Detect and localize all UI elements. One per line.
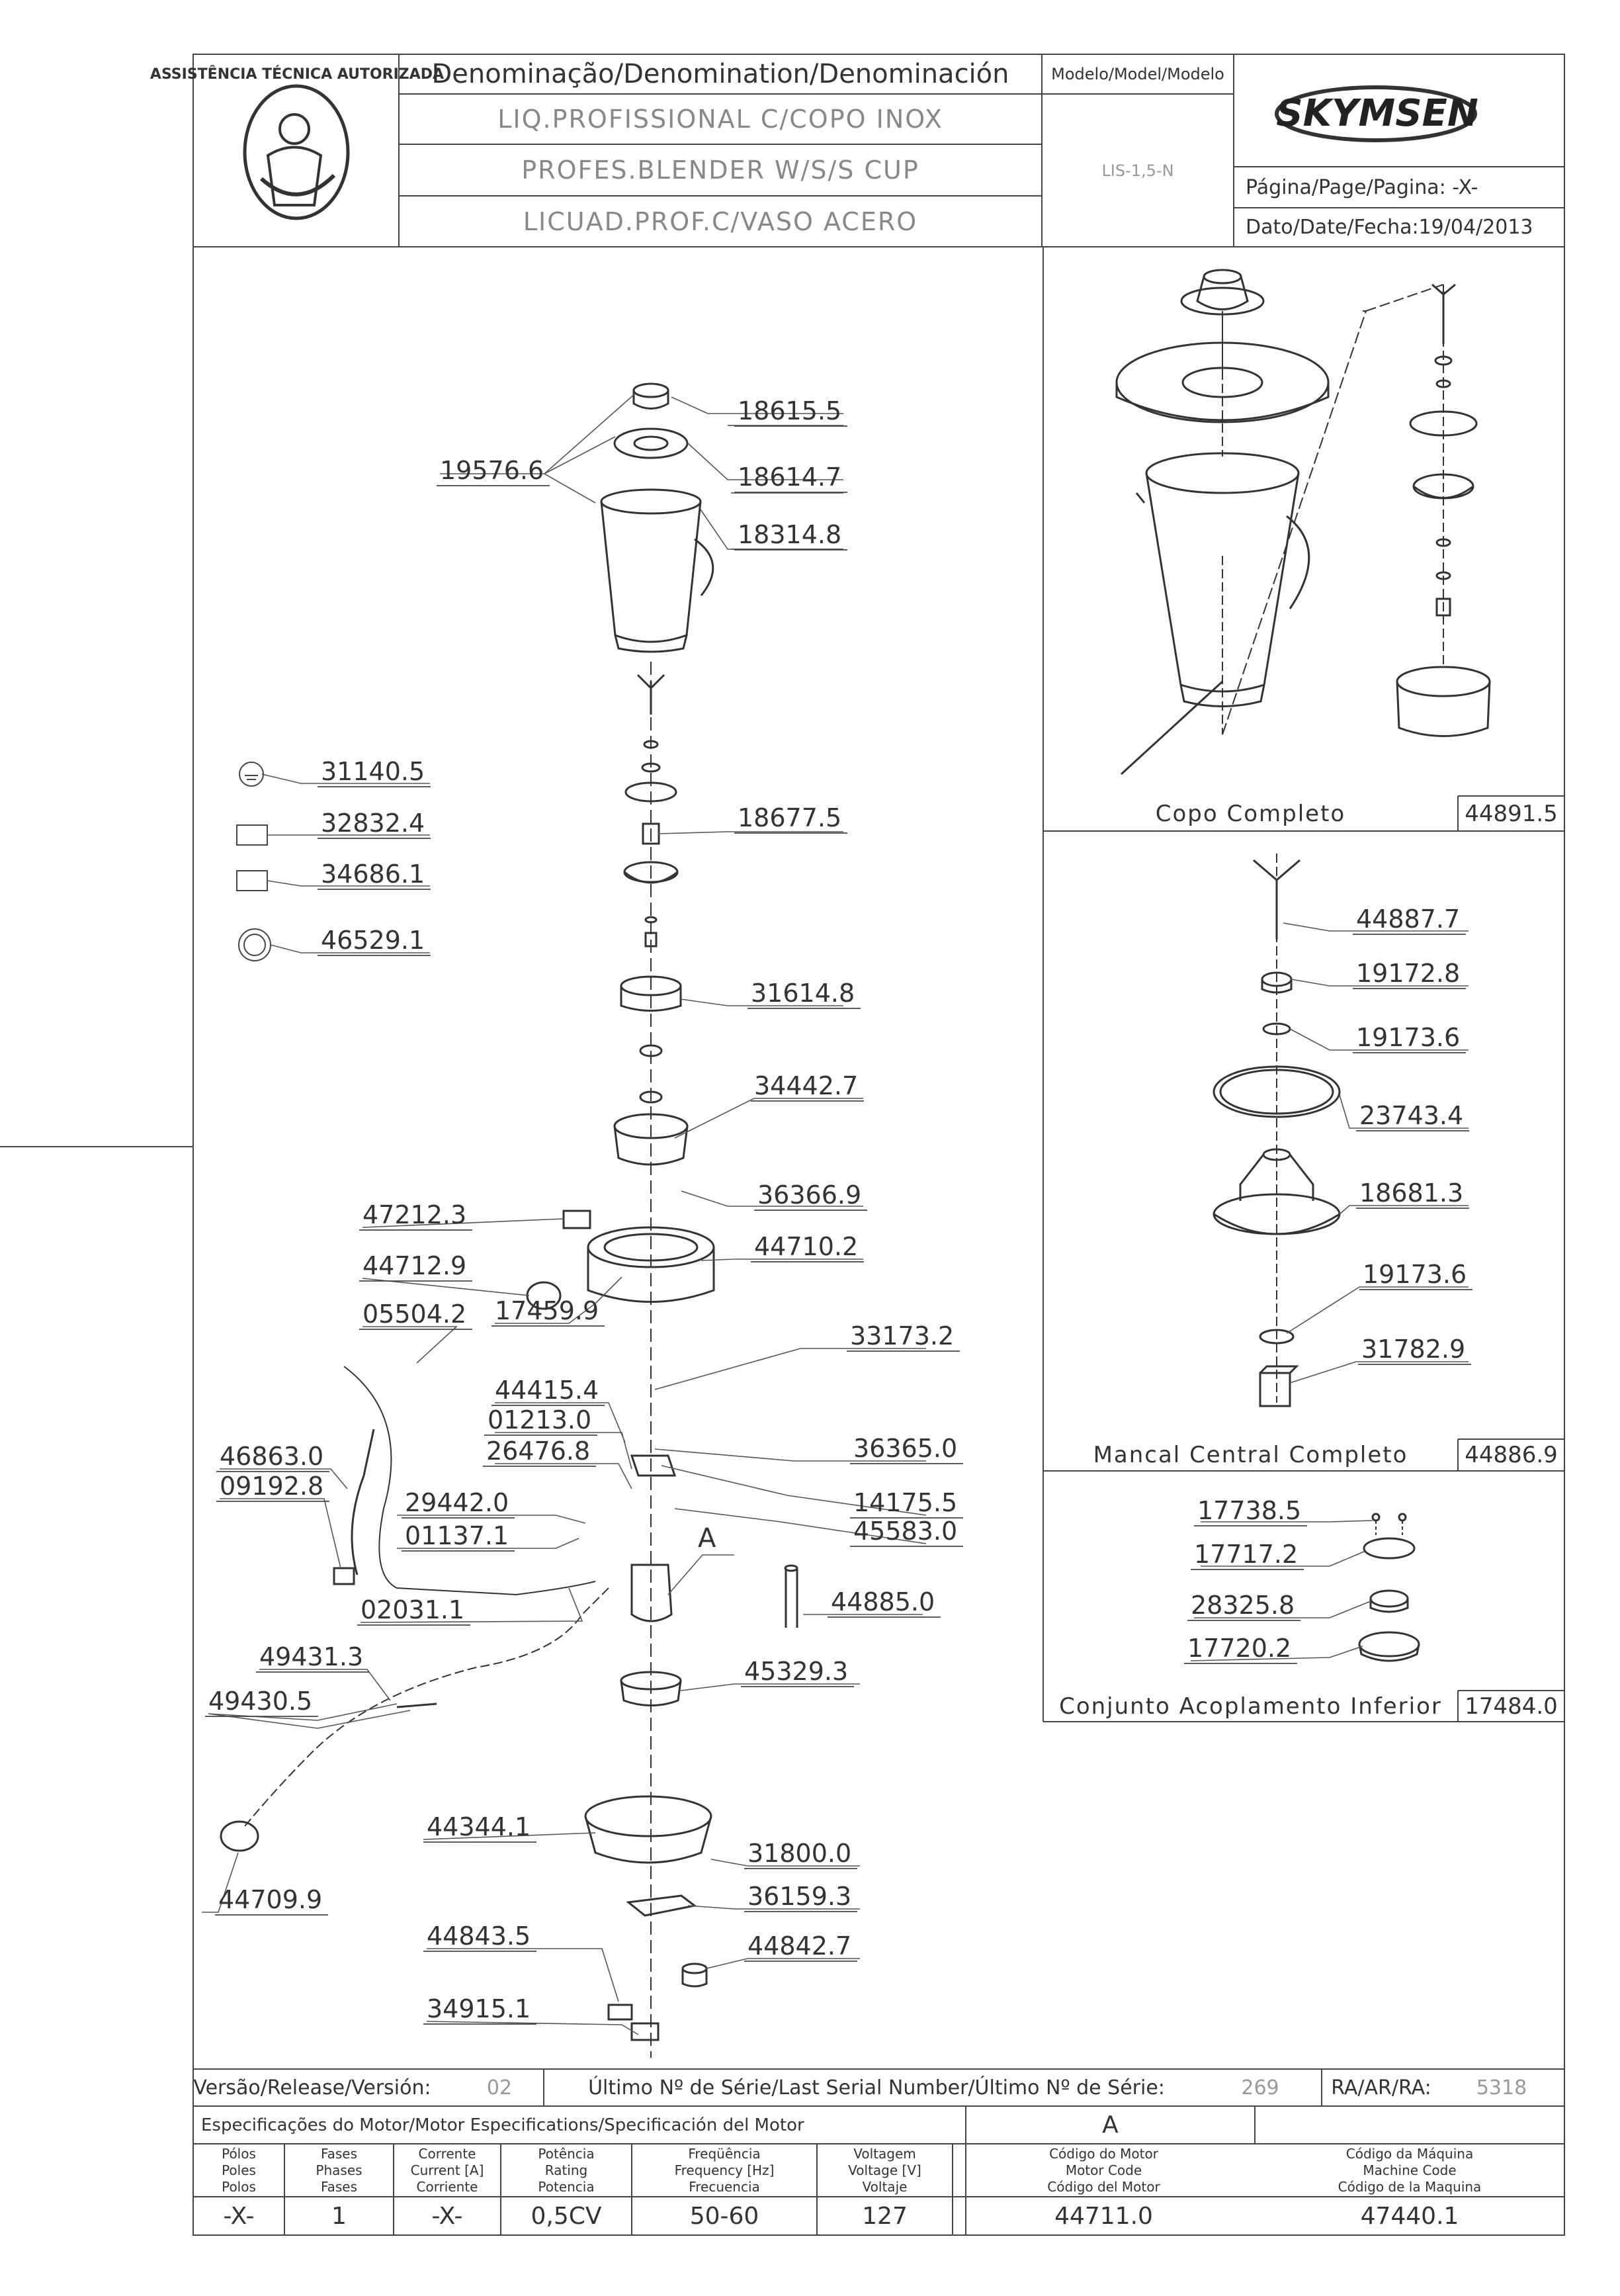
part-label-44344.1: 44344.1 (427, 1812, 531, 1841)
motor-col-header-line: Rating (544, 2162, 588, 2178)
part-label-44710.2: 44710.2 (754, 1232, 859, 1261)
bearing-panel-title: Mancal Central Completo (1093, 1442, 1408, 1468)
symbol-label-32832.4: 32832.4 (321, 809, 425, 838)
part-label-31800.0: 31800.0 (747, 1839, 852, 1868)
motor-col-header-line: Phases (316, 2162, 362, 2178)
model-label: Modelo/Model/Modelo (1051, 65, 1224, 83)
coupling-panel-title: Conjunto Acoplamento Inferior (1059, 1693, 1442, 1720)
part-label-02031.1: 02031.1 (361, 1595, 465, 1624)
ra-value: 5318 (1476, 2076, 1527, 2099)
assistance-seal (245, 86, 348, 218)
motor-col-header (953, 2144, 1255, 2197)
motor-col-header-line: Freqüência (688, 2145, 761, 2162)
coupling-part-17738.5: 17738.5 (1197, 1496, 1302, 1525)
motor-col-header (284, 2144, 394, 2197)
part-label-47212.3: 47212.3 (362, 1200, 467, 1229)
bearing-leader-lines (1283, 923, 1469, 1383)
part-label-31614.8: 31614.8 (751, 979, 855, 1008)
product-name-en: PROFES.BLENDER W/S/S CUP (521, 155, 919, 185)
motor-col-header (501, 2144, 632, 2197)
part-label-36159.3: 36159.3 (747, 1882, 852, 1911)
part-label-18615.5: 18615.5 (738, 396, 842, 425)
bearing-part-31782.9: 31782.9 (1361, 1335, 1466, 1364)
motor-col-header-line: Potência (538, 2145, 595, 2162)
part-label-18677.5: 18677.5 (738, 803, 842, 832)
motor-col-header-line: Fases (320, 2145, 358, 2162)
detail-a-label: A (698, 1523, 716, 1554)
cup-panel-drawing (1117, 270, 1490, 774)
part-label-45583.0: 45583.0 (853, 1517, 958, 1546)
page-label: Página/Page/Pagina: -X- (1246, 175, 1478, 199)
part-label-01137.1: 01137.1 (405, 1521, 509, 1550)
part-label-14175.5: 14175.5 (853, 1488, 958, 1517)
brand-logo-text: SKYMSEN (1276, 92, 1478, 135)
symbol-icons (237, 762, 271, 961)
coupling-part-28325.8: 28325.8 (1191, 1591, 1295, 1620)
motor-col-header (817, 2144, 953, 2197)
serial-label: Último Nº de Série/Last Serial Number/Último Nº de Série: (588, 2076, 1165, 2099)
motor-col-value: 127 (862, 2202, 908, 2230)
part-label-44885.0: 44885.0 (831, 1587, 935, 1616)
motor-ref: A (1102, 2111, 1119, 2139)
part-label-18614.7: 18614.7 (738, 463, 842, 492)
motor-col-header-line: Código do Motor (1049, 2145, 1158, 2162)
motor-col-header-line: Fases (320, 2178, 358, 2195)
skymsen-logo (1276, 87, 1478, 140)
product-name-pt: LIQ.PROFISSIONAL C/COPO INOX (497, 105, 943, 134)
denomination-label: Denominação/Denomination/Denominación (431, 59, 1009, 89)
motor-col-value: 44711.0 (1054, 2202, 1153, 2230)
motor-col-header-line: Current [A] (410, 2162, 484, 2178)
part-label-44842.7: 44842.7 (747, 1931, 852, 1961)
motor-col-header-line: Poles (222, 2162, 256, 2178)
bearing-part-19172.8: 19172.8 (1356, 959, 1461, 988)
motor-spec-label: Especificações do Motor/Motor Especifications/Specificación del Motor (201, 2115, 804, 2135)
motor-col-header-line: Corrente (418, 2145, 476, 2162)
part-label-44709.9: 44709.9 (218, 1885, 323, 1914)
motor-col-value: -X- (223, 2202, 255, 2230)
bearing-part-23743.4: 23743.4 (1359, 1101, 1464, 1130)
part-label-45329.3: 45329.3 (744, 1657, 849, 1686)
motor-col-header-line: Voltage [V] (848, 2162, 921, 2178)
motor-col-header (394, 2144, 501, 2197)
part-label-33173.2: 33173.2 (850, 1321, 955, 1350)
part-label-01213.0: 01213.0 (488, 1405, 592, 1435)
motor-col-header-line: Código da Máquina (1345, 2145, 1474, 2162)
part-label-17459.9: 17459.9 (495, 1296, 599, 1325)
motor-col-value: 0,5CV (531, 2202, 602, 2230)
motor-col-header-line: Voltagem (853, 2145, 916, 2162)
part-label-26476.8: 26476.8 (486, 1436, 591, 1466)
version-value: 02 (486, 2076, 513, 2099)
motor-col-header-line: Polos (222, 2178, 256, 2195)
part-label-19576.6: 19576.6 (440, 456, 544, 485)
motor-col-value: -X- (431, 2202, 463, 2230)
coupling-panel-code: 17484.0 (1465, 1693, 1558, 1720)
coupling-panel-drawing (1359, 1514, 1419, 1661)
product-name-es: LICUAD.PROF.C/VASO ACERO (523, 206, 918, 236)
part-label-46863.0: 46863.0 (220, 1442, 324, 1471)
part-label-29442.0: 29442.0 (405, 1488, 509, 1517)
cup-panel-title: Copo Completo (1155, 800, 1346, 827)
motor-col-header-line: Potencia (538, 2178, 595, 2195)
motor-col-header-line: Frecuencia (689, 2178, 760, 2195)
motor-col-value: 50-60 (689, 2202, 759, 2230)
part-label-18314.8: 18314.8 (738, 520, 842, 549)
motor-col-header (193, 2144, 284, 2197)
part-label-36365.0: 36365.0 (853, 1434, 958, 1463)
part-label-34915.1: 34915.1 (427, 1994, 531, 2023)
coupling-part-17720.2: 17720.2 (1187, 1634, 1292, 1663)
motor-col-value: 47440.1 (1360, 2202, 1459, 2230)
motor-col-header-line: Código del Motor (1047, 2178, 1160, 2195)
bearing-part-19173.6: 19173.6 (1363, 1260, 1467, 1289)
cup-panel-code: 44891.5 (1465, 800, 1558, 827)
bearing-part-19173.6: 19173.6 (1356, 1023, 1461, 1052)
motor-col-header (1255, 2144, 1564, 2197)
part-label-34442.7: 34442.7 (754, 1071, 859, 1100)
ra-label: RA/AR/RA: (1331, 2076, 1431, 2099)
symbol-label-34686.1: 34686.1 (321, 860, 425, 889)
bearing-panel-drawing (1214, 854, 1340, 1406)
coupling-part-17717.2: 17717.2 (1194, 1540, 1299, 1569)
motor-col-header-line: Pólos (222, 2145, 256, 2162)
motor-col-header-line: Machine Code (1363, 2162, 1457, 2178)
model-value: LIS-1,5-N (1101, 161, 1174, 180)
part-label-44415.4: 44415.4 (495, 1376, 599, 1405)
part-label-36366.9: 36366.9 (757, 1180, 862, 1210)
motor-col-header-line: Motor Code (1065, 2162, 1142, 2178)
motor-col-header-line: Frequency [Hz] (674, 2162, 775, 2178)
seal-text: ASSISTÊNCIA TÉCNICA AUTORIZADA (149, 66, 445, 83)
part-label-44712.9: 44712.9 (362, 1251, 467, 1280)
bearing-part-44887.7: 44887.7 (1356, 905, 1461, 934)
bearing-panel-code: 44886.9 (1465, 1442, 1558, 1468)
part-label-44843.5: 44843.5 (427, 1921, 531, 1951)
motor-col-header-line: Voltaje (862, 2178, 908, 2195)
serial-value: 269 (1241, 2076, 1279, 2099)
symbol-label-46529.1: 46529.1 (321, 926, 425, 955)
part-label-09192.8: 09192.8 (220, 1472, 324, 1501)
part-label-49430.5: 49430.5 (208, 1687, 313, 1716)
part-label-05504.2: 05504.2 (362, 1300, 467, 1329)
motor-col-value: 1 (331, 2202, 347, 2230)
date-label: Dato/Date/Fecha:19/04/2013 (1246, 216, 1533, 239)
motor-col-header-line: Código de la Maquina (1338, 2178, 1482, 2195)
part-label-49431.3: 49431.3 (259, 1642, 364, 1671)
version-label: Versão/Release/Versión: (193, 2076, 431, 2099)
motor-col-header (632, 2144, 817, 2197)
bearing-part-18681.3: 18681.3 (1359, 1178, 1464, 1208)
motor-col-header-line: Corriente (416, 2178, 478, 2195)
symbol-label-31140.5: 31140.5 (321, 757, 425, 786)
